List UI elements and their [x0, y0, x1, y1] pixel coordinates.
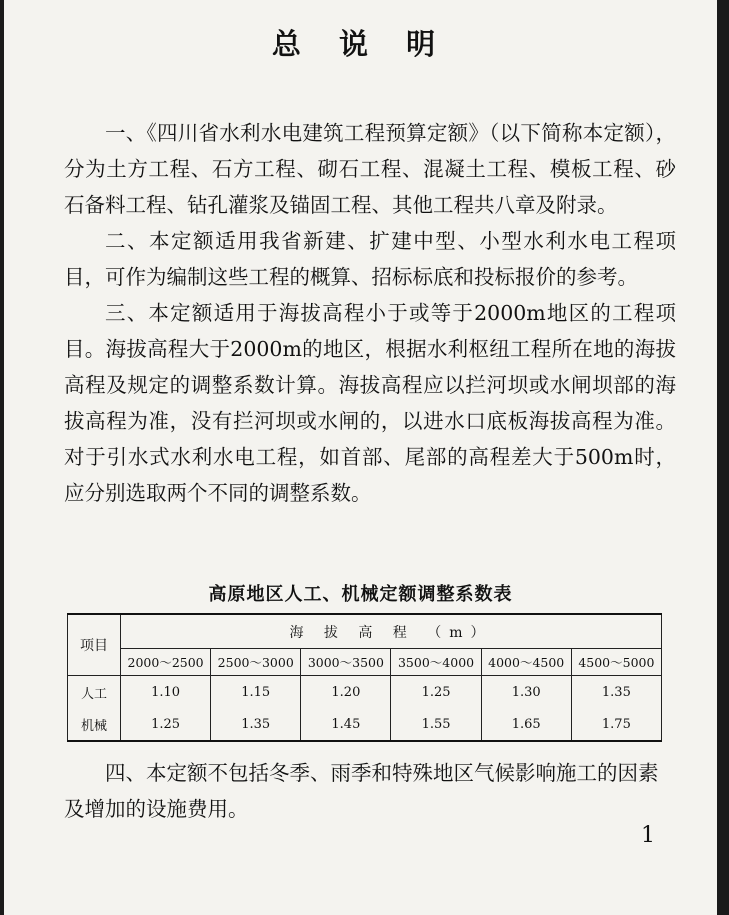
paragraph-4: 四、本定额不包括冬季、雨季和特殊地区气候影响施工的因素及增加的设施费用。 — [64, 761, 659, 821]
table-row-labor — [68, 676, 662, 709]
altitude-range-row — [68, 649, 662, 676]
body-text — [64, 115, 676, 511]
value-cell: 1.35 — [571, 676, 661, 709]
value-cell: 1.20 — [301, 676, 391, 709]
page-title: 总 说 明 — [271, 27, 450, 61]
table-row-machinery — [68, 708, 662, 741]
value-cell: 1.25 — [121, 708, 211, 741]
value-cell: 1.65 — [481, 708, 571, 741]
value-cell: 1.35 — [211, 708, 301, 741]
range-cell: 3000～3500 — [301, 649, 391, 676]
range-cell: 2500～3000 — [211, 649, 301, 676]
range-cell: 4500～5000 — [571, 649, 661, 676]
row-label: 机械 — [68, 708, 121, 741]
table-header-row — [68, 614, 662, 649]
paragraph-2: 二、本定额适用我省新建、扩建中型、小型水利水电工程项目，可作为编制这些工程的概算、招标标底和投标报价的参考。 — [64, 229, 676, 289]
value-cell: 1.10 — [121, 676, 211, 709]
document-page — [4, 0, 717, 915]
value-cell: 1.30 — [481, 676, 571, 709]
range-cell: 4000～4500 — [481, 649, 571, 676]
value-cell: 1.25 — [391, 676, 481, 709]
value-cell: 1.45 — [301, 708, 391, 741]
paragraph-3: 三、本定额适用于海拔高程小于或等于2000m地区的工程项目。海拔高程大于2000m的地区，根据水利枢纽工程所在地的海拔高程及规定的调整系数计算。海拔高程应以拦河坝或水闸坝部的海拔高程为准，没有拦河坝或水闸的，以进水口底板海拔高程为准。对于引水式水利水电工程，如首部、尾部的高程差大于500m时，应分别选取两个不同的调整系数。 — [64, 301, 676, 505]
table-title: 高原地区人工、机械定额调整系数表 — [208, 584, 513, 605]
page-number: 1 — [641, 823, 655, 848]
value-cell: 1.55 — [391, 708, 481, 741]
range-cell: 2000～2500 — [121, 649, 211, 676]
paragraph-1: 一、《四川省水利水电建筑工程预算定额》（以下简称本定额），分为土方工程、石方工程、砌石工程、混凝土工程、模板工程、砂石备料工程、钻孔灌浆及锚固工程、其他工程共八章及附录。 — [64, 121, 676, 217]
closing-text — [64, 755, 676, 827]
value-cell: 1.75 — [571, 708, 661, 741]
adjustment-coefficient-table — [67, 613, 662, 742]
value-cell: 1.15 — [211, 676, 301, 709]
row-label: 人工 — [68, 676, 121, 709]
item-header: 项目 — [68, 614, 121, 676]
range-cell: 3500～4000 — [391, 649, 481, 676]
altitude-header: 海 拔 高 程 （m） — [121, 614, 662, 649]
